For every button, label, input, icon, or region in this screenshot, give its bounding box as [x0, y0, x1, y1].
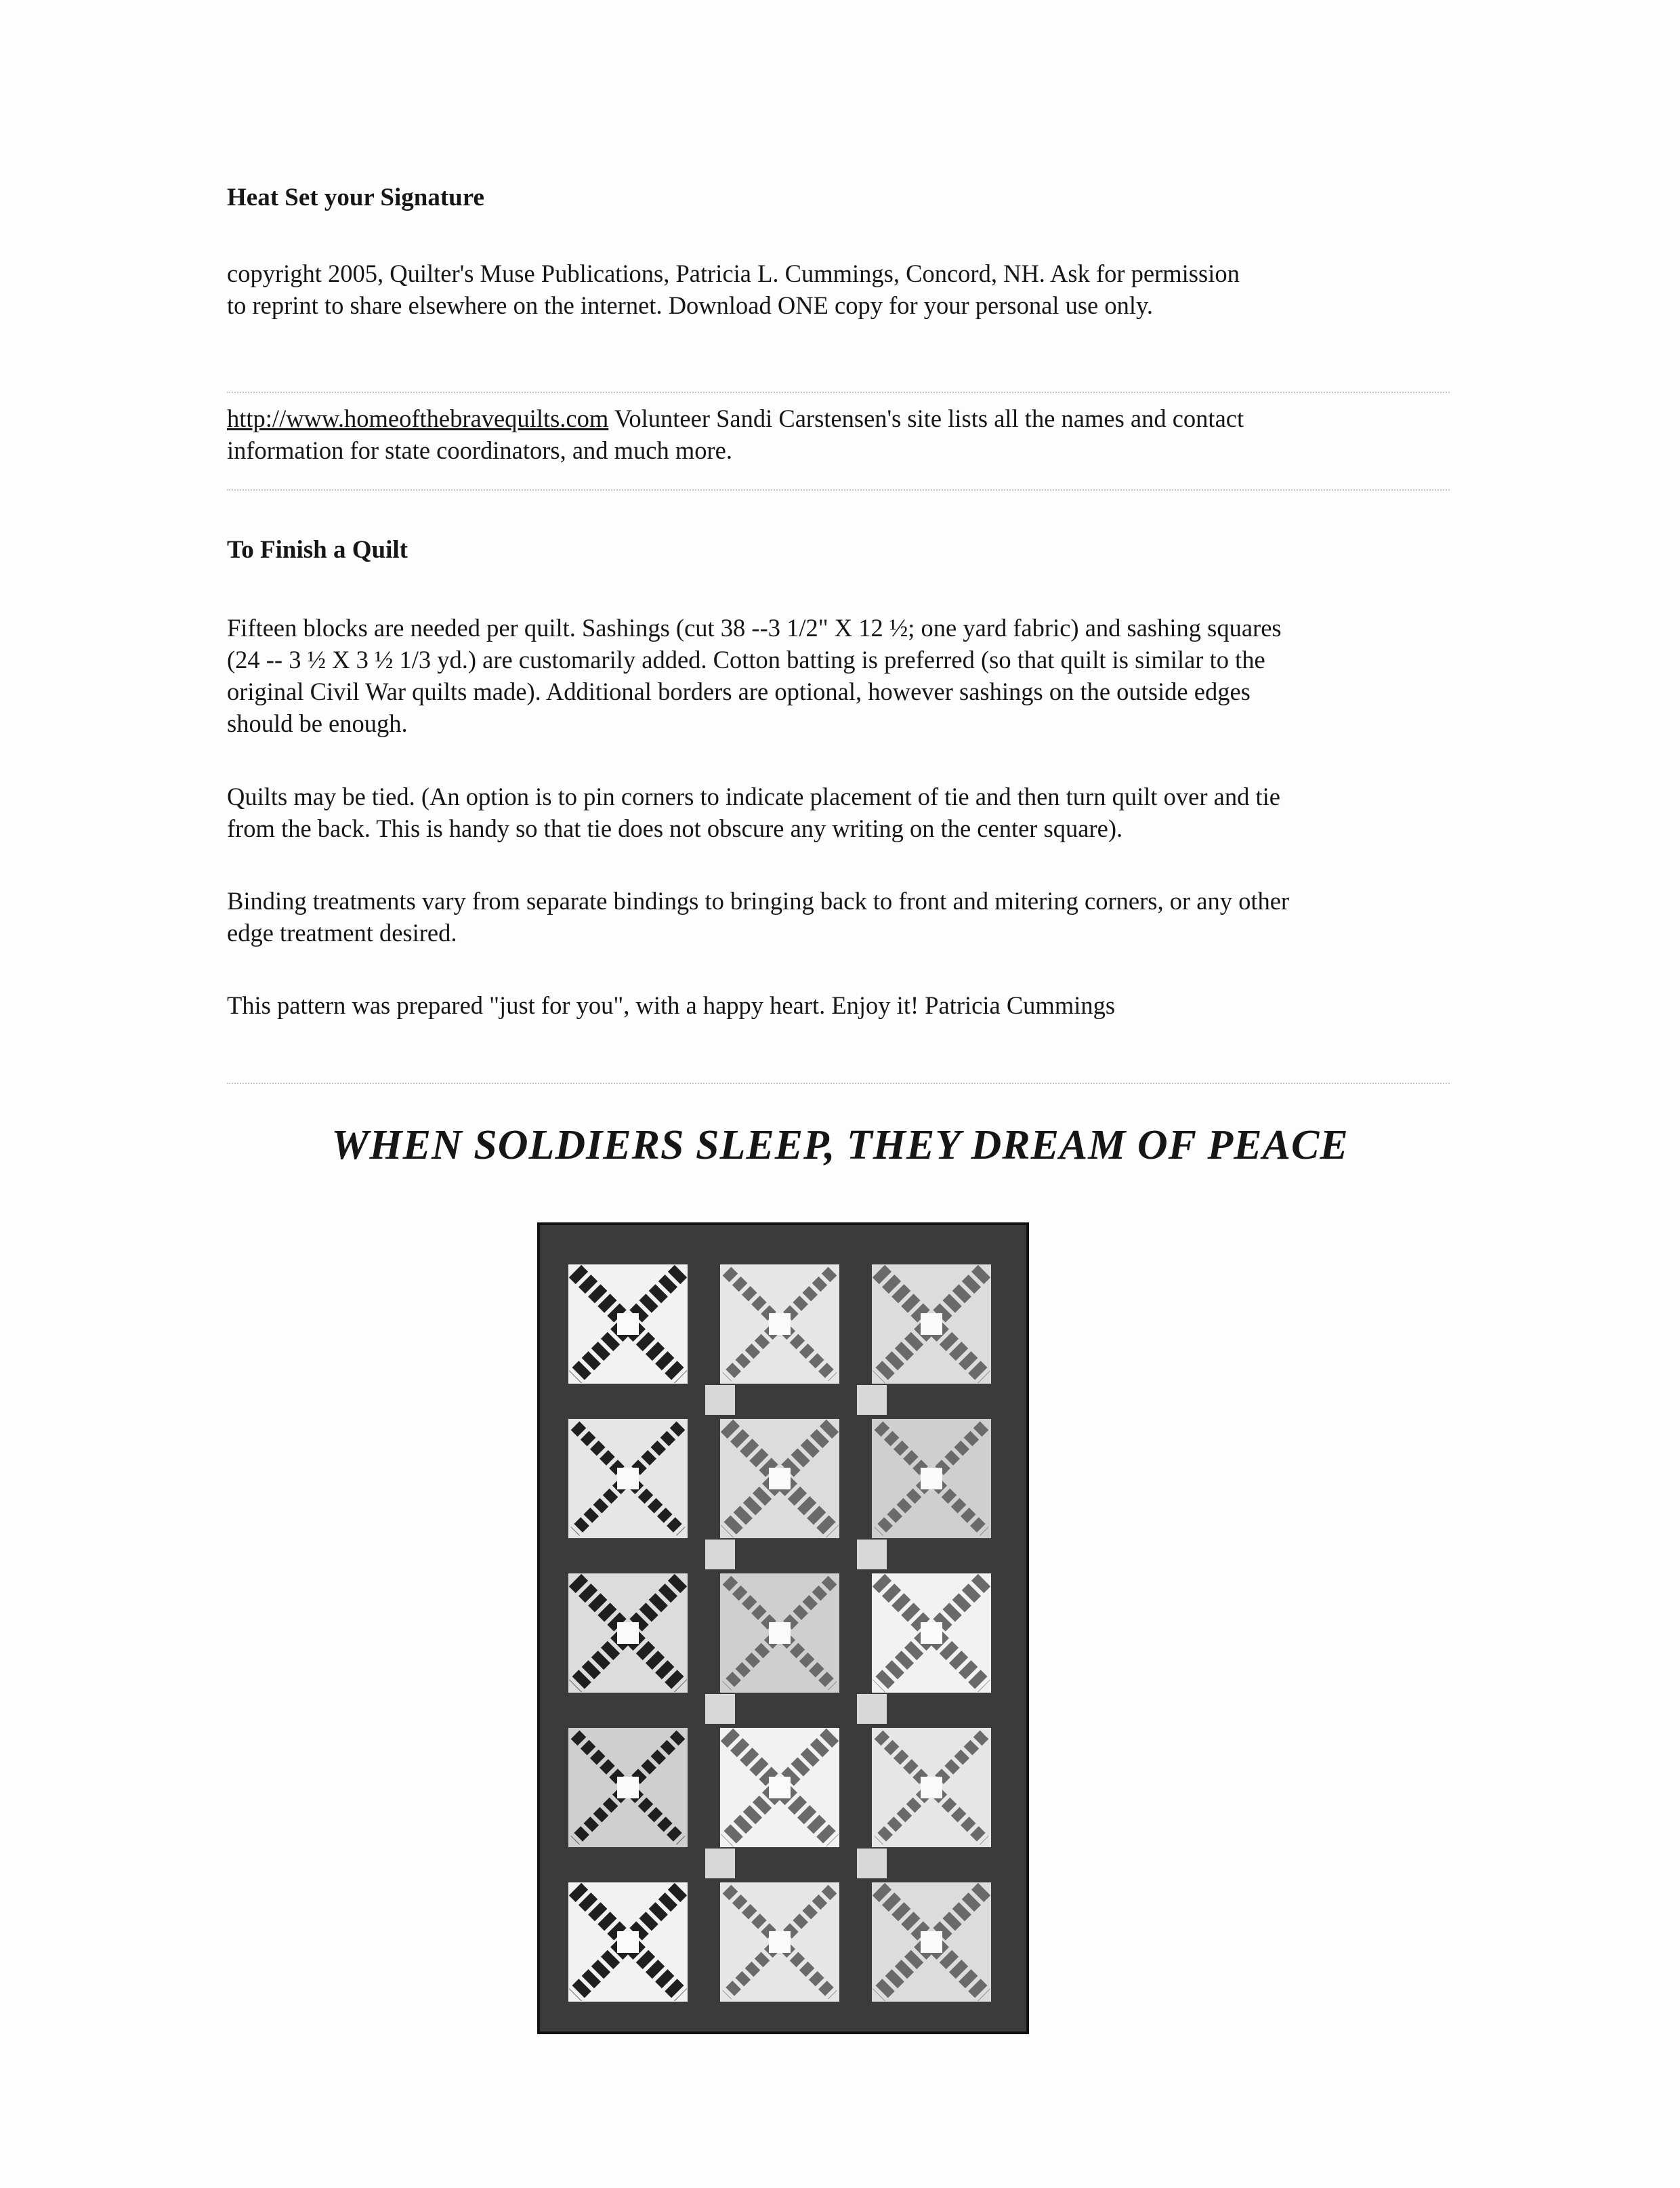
closing-note: This pattern was prepared "just for you", with a happy heart. Enjoy it! Patricia Cummings — [227, 991, 1116, 1019]
para1-line-1: Fifteen blocks are needed per quilt. Sashings (cut 38 --3 1/2" X 12 ½; one yard fabric) and sashing squares — [227, 614, 1282, 642]
para3-line-2: edge treatment desired. — [227, 919, 457, 947]
divider-3 — [227, 1083, 1450, 1084]
para1-line-3: original Civil War quilts made). Additional borders are optional, however sashings on the outside edges — [227, 678, 1251, 705]
quilt-image — [537, 1222, 1029, 2034]
finishing-paragraph-3 — [227, 885, 1453, 949]
poster-title: WHEN SOLDIERS SLEEP, THEY DREAM OF PEACE — [331, 1122, 1349, 1168]
copyright-line-2: to reprint to share elsewhere on the internet. Download ONE copy for your personal use only. — [227, 291, 1154, 319]
quilt-photo — [537, 1222, 1029, 2034]
finishing-paragraph-1 — [227, 612, 1453, 739]
link-description-line-2: information for state coordinators, and much more. — [227, 436, 733, 464]
resource-link-block — [227, 402, 1453, 466]
link-description: Volunteer Sandi Carstensen's site lists all the names and contact — [608, 405, 1244, 432]
copyright-notice — [227, 257, 1453, 321]
finishing-paragraph-2 — [227, 781, 1453, 844]
para1-line-2: (24 -- 3 ½ X 3 ½ 1/3 yd.) are customarily added. Cotton batting is preferred (so that quilt is similar to the — [227, 646, 1265, 674]
homeofthebrave-link[interactable]: http://www.homeofthebravequilts.com — [227, 405, 609, 432]
heading-finish-quilt: To Finish a Quilt — [227, 536, 408, 564]
copyright-line-1: copyright 2005, Quilter's Muse Publications, Patricia L. Cummings, Concord, NH. Ask for permission — [227, 260, 1240, 287]
para2-line-1: Quilts may be tied. (An option is to pin corners to indicate placement of tie and then turn quilt over and tie — [227, 783, 1280, 810]
divider-2 — [227, 489, 1450, 491]
para1-line-4: should be enough. — [227, 709, 408, 737]
divider-1 — [227, 392, 1450, 393]
heading-heat-set: Heat Set your Signature — [227, 184, 484, 211]
para2-line-2: from the back. This is handy so that tie does not obscure any writing on the center square). — [227, 814, 1123, 842]
para3-line-1: Binding treatments vary from separate bindings to bringing back to front and mitering corners, or any other — [227, 887, 1290, 915]
